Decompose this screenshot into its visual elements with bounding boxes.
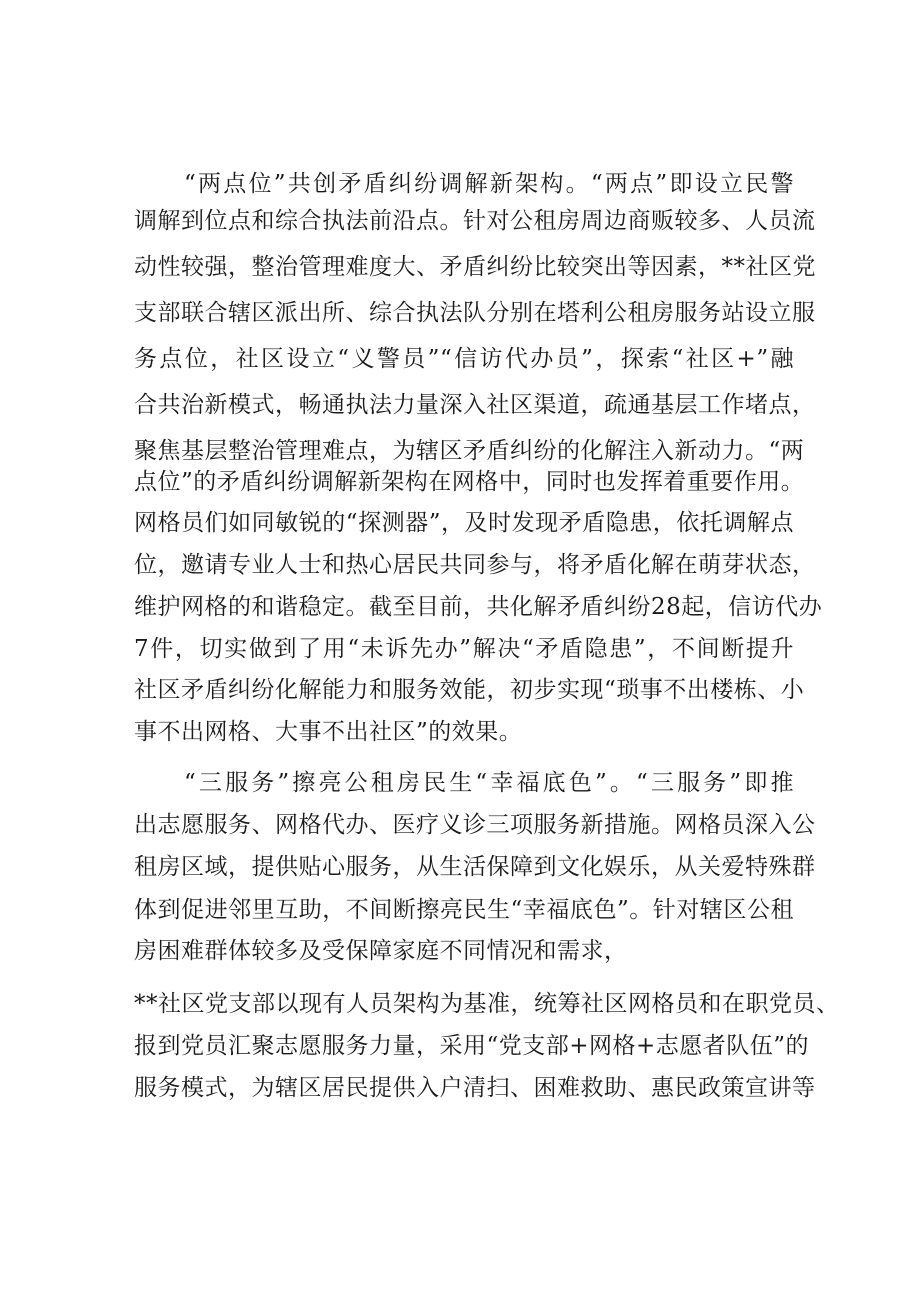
- paragraph-1-line-12: 7件，切实做到了用“未诉先办”解决“矛盾隐患”，不间断提升: [134, 636, 794, 662]
- paragraph-1-line-8: 点位”的矛盾纠纷调解新架构在网格中，同时也发挥着重要作用。: [134, 469, 805, 495]
- paragraph-3-line-3: 服务模式，为辖区居民提供入户清扫、困难救助、惠民政策宣讲等: [134, 1075, 816, 1101]
- paragraph-2-line-4: 体到促进邻里互助，不间断擦亮民生“幸福底色”。针对辖区公租: [134, 897, 794, 923]
- paragraph-2-line-5: 房困难群体较多及受保障家庭不同情况和需求，: [134, 938, 628, 964]
- paragraph-1-line-11: 维护网格的和谐稳定。截至目前，共化解矛盾纠纷28起，信访代办: [134, 594, 823, 620]
- paragraph-3-line-1: **社区党支部以现有人员架构为基准，统筹社区网格员和在职党员、: [134, 991, 840, 1017]
- paragraph-1-line-14: 事不出网格、大事不出社区”的效果。: [134, 719, 523, 745]
- paragraph-1-line-3: 动性较强，整治管理难度大、矛盾纠纷比较突出等因素，**社区党: [134, 254, 816, 280]
- paragraph-1-line-1: “两点位”共创矛盾纠纷调解新架构。“两点”即设立民警: [184, 171, 794, 197]
- paragraph-3-line-2: 报到党员汇聚志愿服务力量，采用“党支部+网格+志愿者队伍”的: [134, 1033, 810, 1059]
- paragraph-1-line-10: 位，邀请专业人士和热心居民共同参与，将矛盾化解在萌芽状态，: [134, 552, 816, 578]
- paragraph-1-line-7: 聚焦基层整治管理难点，为辖区矛盾纠纷的化解注入新动力。“两: [134, 438, 805, 464]
- paragraph-1-line-5: 务点位，社区设立“义警员”“信访代办员”，探索“社区+”融: [134, 346, 794, 372]
- paragraph-1-line-6: 合共治新模式，畅通执法力量深入社区渠道，疏通基层工作堵点，: [134, 392, 816, 418]
- paragraph-2-line-1: “三服务”擦亮公租房民生“幸福底色”。“三服务”即推: [184, 770, 794, 796]
- paragraph-1-line-4: 支部联合辖区派出所、综合执法队分别在塔利公租房服务站设立服: [134, 300, 816, 326]
- paragraph-2-line-2: 出志愿服务、网格代办、医疗义诊三项服务新措施。网格员深入公: [134, 812, 816, 838]
- paragraph-1-line-13: 社区矛盾纠纷化解能力和服务效能，初步实现“琐事不出楼栋、小: [134, 677, 805, 703]
- paragraph-1-line-2: 调解到位点和综合执法前沿点。针对公租房周边商贩较多、人员流: [134, 208, 816, 234]
- paragraph-1-line-9: 网格员们如同敏锐的“探测器”，及时发现矛盾隐患，依托调解点: [134, 510, 794, 536]
- paragraph-2-line-3: 租房区域，提供贴心服务，从生活保障到文化娱乐，从关爱特殊群: [134, 854, 816, 880]
